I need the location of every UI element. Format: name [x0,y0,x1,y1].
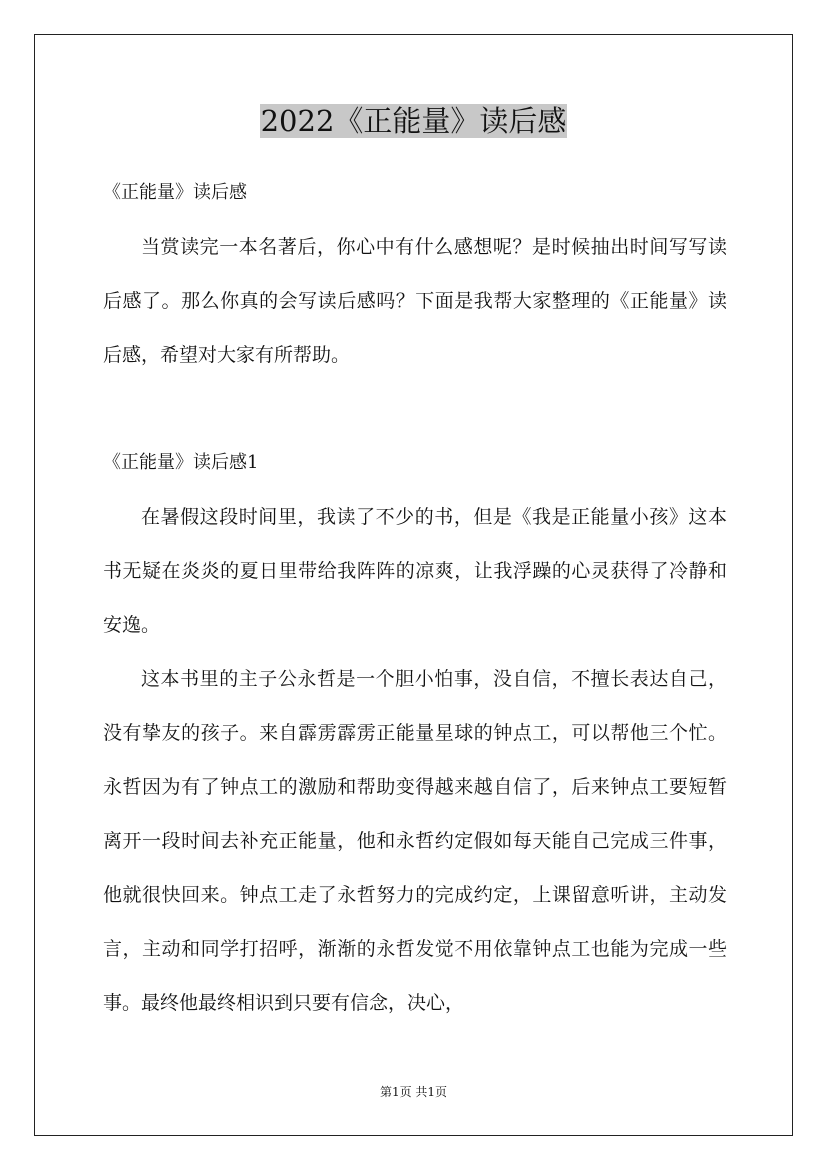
document-body [103,166,727,1030]
intro-heading: 《正能量》读后感 [103,182,247,203]
body-paragraph-1: 在暑假这段时间里，我读了不少的书，但是《我是正能量小孩》这本书无疑在炎炎的夏日里带给我阵阵的凉爽，让我浮躁的心灵获得了冷静和安逸。 [103,506,727,636]
intro-paragraph: 当赏读完一本名著后，你心中有什么感想呢？是时候抽出时间写写读后感了。那么你真的会写读后感吗？下面是我帮大家整理的《正能量》读后感，希望对大家有所帮助。 [103,236,727,366]
body-paragraph-2: 这本书里的主子公永哲是一个胆小怕事，没自信，不擅长表达自己，没有挚友的孩子。来自霹雳霹雳正能量星球的钟点工，可以帮他三个忙。永哲因为有了钟点工的激励和帮助变得越来越自信了，后来钟点工要短暂离开一段时间去补充正能量，他和永哲约定假如每天能自己完成三件事，他就很快回来。钟点工走了永哲努力的完成约定，上课留意听讲，主动发言，主动和同学打招呼，渐渐的永哲发觉不用依靠钟点工也能为完成一些事。最终他最终相识到只要有信念，决心， [103,668,727,1014]
section-gap [103,382,727,436]
document-title-text: 2022《正能量》读后感 [260,104,567,138]
section-heading: 《正能量》读后感1 [103,452,259,473]
document-title [0,100,827,142]
page-number-footer: 第1页 共1页 [379,1085,448,1099]
